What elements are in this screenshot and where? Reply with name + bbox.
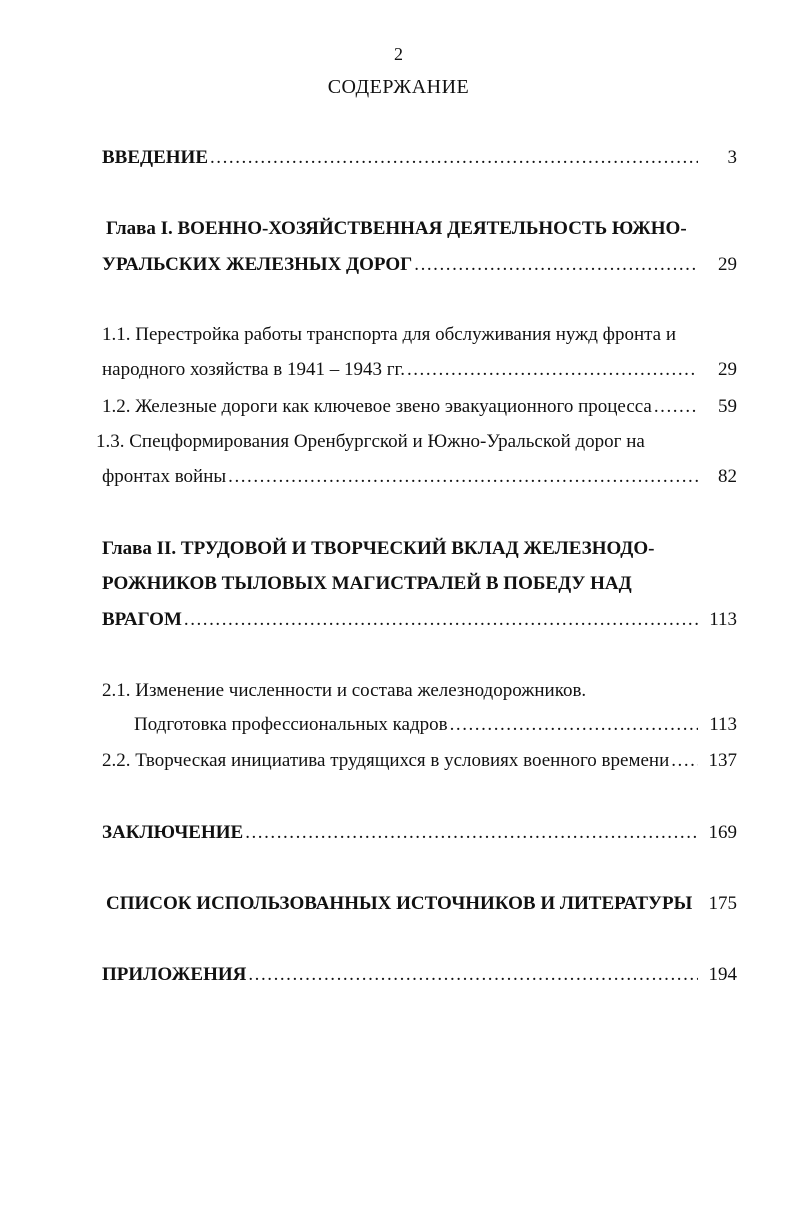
toc-chapter-2-line3: ВРАГОМ . . .	[102, 608, 702, 632]
dot-leader	[184, 608, 698, 632]
dot-leader	[210, 146, 698, 170]
toc-page-number: 175	[708, 893, 737, 914]
dot-leader	[248, 963, 698, 987]
toc-section-1-3-line2: фронтах войны . . .	[102, 465, 702, 489]
toc-chapter-1-line1: Глава I. ВОЕННО-ХОЗЯЙСТВЕННАЯ ДЕЯТЕЛЬНОСТЬ ЮЖНО-	[106, 218, 687, 239]
toc-page-number: 113	[709, 609, 737, 630]
toc-entry-intro	[102, 146, 702, 170]
toc-page-number: 3	[727, 147, 737, 168]
toc-page-number: 29	[718, 359, 737, 380]
toc-chapter-2-line2: РОЖНИКОВ ТЫЛОВЫХ МАГИСТРАЛЕЙ В ПОБЕДУ НАД	[102, 573, 632, 594]
toc-page-number: 29	[718, 254, 737, 275]
dot-leader	[228, 465, 698, 489]
toc-entry-appendix: ПРИЛОЖЕНИЯ . . .	[102, 963, 702, 987]
toc-section-2-2: 2.2. Творческая инициатива трудящихся в условиях военного времени . . .	[102, 749, 702, 773]
toc-chapter-2-line1: Глава II. ТРУДОВОЙ И ТВОРЧЕСКИЙ ВКЛАД ЖЕЛЕЗНОДО-	[102, 538, 655, 559]
toc-page-number: 137	[708, 750, 737, 771]
toc-section-1-1-line1: 1.1. Перестройка работы транспорта для обслуживания нужд фронта и	[102, 324, 677, 345]
toc-entry-label: ВВЕДЕНИЕ	[102, 147, 208, 168]
toc-page-number: 169	[708, 822, 737, 843]
page-number: 2	[394, 44, 403, 64]
toc-page-number: 194	[708, 964, 737, 985]
toc-section-1-1-line2: народного хозяйства в 1941 – 1943 гг. . . .	[102, 358, 702, 382]
toc-page-number: 59	[718, 396, 737, 417]
toc-section-1-3-line1: 1.3. Спецформирования Оренбургской и Южно-Уральской дорог на	[96, 431, 645, 452]
toc-entry-conclusion: ЗАКЛЮЧЕНИЕ . . .	[102, 821, 702, 845]
toc-entry-sources: СПИСОК ИСПОЛЬЗОВАННЫХ ИСТОЧНИКОВ И ЛИТЕРАТУРЫ	[106, 893, 693, 914]
toc-section-2-1-line1: 2.1. Изменение численности и состава железнодорожников.	[102, 680, 587, 701]
toc-page-number: 82	[718, 466, 737, 487]
dot-leader	[414, 253, 698, 277]
toc-page-number: 113	[709, 714, 737, 735]
toc-chapter-1-line2: УРАЛЬСКИХ ЖЕЛЕЗНЫХ ДОРОГ . . .	[102, 253, 702, 277]
toc-section-1-2: 1.2. Железные дороги как ключевое звено эвакуационного процесса . . .	[102, 395, 702, 419]
page-title: СОДЕРЖАНИЕ	[327, 76, 470, 98]
dot-leader	[245, 821, 698, 845]
dot-leader	[450, 713, 698, 737]
dot-leader	[407, 358, 698, 382]
toc-section-2-1-line2: Подготовка профессиональных кадров . . .	[134, 713, 702, 737]
